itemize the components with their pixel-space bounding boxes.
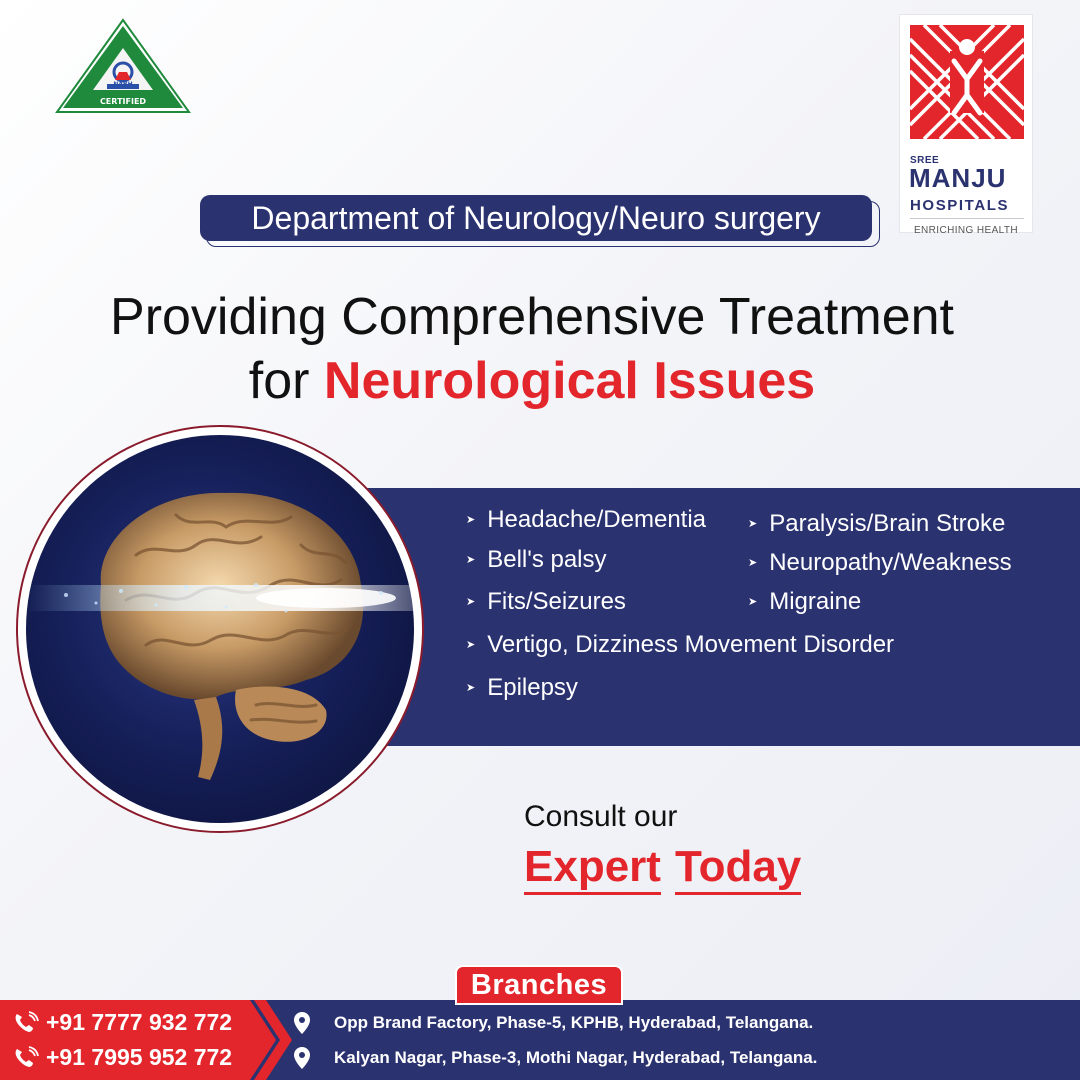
brand-divider: [910, 218, 1024, 219]
nabh-certified-label: CERTIFIED: [99, 97, 147, 106]
headline-line1: Providing Comprehensive Treatment: [110, 288, 954, 346]
cta-line1: Consult our: [524, 800, 678, 833]
headline-line2: [0, 349, 1064, 413]
nabh-name: NABH: [113, 81, 133, 88]
condition-label: Paralysis/Brain Stroke: [769, 510, 1006, 537]
branch-address-text: Opp Brand Factory, Phase-5, KPHB, Hyderabad, Telangana.: [334, 1013, 814, 1032]
branch-address-2: [294, 1047, 817, 1069]
arrow-icon: ➤: [748, 595, 758, 608]
phone-number-text: +91 7777 932 772: [46, 1009, 233, 1035]
condition-label: Vertigo, Dizziness Movement Disorder: [487, 631, 895, 658]
cta-word-expert: Expert: [524, 842, 661, 895]
brain-icon: [26, 435, 414, 823]
phone-icon: [12, 1011, 40, 1035]
location-pin-icon: [294, 1012, 310, 1034]
condition-label: Migraine: [769, 588, 862, 615]
arrow-icon: ➤: [466, 681, 476, 694]
headline: [0, 285, 1064, 413]
condition-item: [466, 631, 894, 659]
condition-item: [748, 510, 1005, 538]
branch-address-1: [294, 1012, 813, 1034]
condition-item: [748, 588, 861, 616]
cta-highlight: [524, 842, 801, 895]
phone-number-1[interactable]: [12, 1009, 232, 1036]
condition-item: [466, 588, 626, 616]
arrow-icon: ➤: [466, 553, 476, 566]
arrow-icon: ➤: [748, 517, 758, 530]
arrow-icon: ➤: [466, 595, 476, 608]
brand-name: MANJU: [909, 163, 1007, 193]
location-pin-icon: [294, 1047, 310, 1069]
branches-label: Branches: [455, 965, 623, 1005]
nabh-accreditation-logo: [55, 18, 191, 114]
arrow-icon: ➤: [466, 638, 476, 651]
condition-label: Neuropathy/Weakness: [769, 549, 1012, 576]
headline-highlight: Neurological Issues: [323, 352, 816, 410]
condition-label: Bell's palsy: [487, 546, 607, 573]
condition-label: Headache/Dementia: [487, 506, 707, 533]
condition-label: Epilepsy: [487, 674, 578, 701]
phone-icon: [12, 1046, 40, 1070]
condition-item: [466, 546, 607, 574]
manju-hospitals-logo: [899, 14, 1033, 236]
condition-label: Fits/Seizures: [487, 588, 626, 615]
brand-tagline: ENRICHING HEALTH: [913, 225, 1018, 236]
arrow-icon: ➤: [748, 556, 758, 569]
brain-image: [26, 435, 414, 823]
department-title: Department of Neurology/Neuro surgery: [200, 195, 872, 241]
arrow-icon: ➤: [466, 513, 476, 526]
condition-item: [466, 674, 578, 702]
condition-item: [466, 506, 706, 534]
headline-prefix: for: [248, 352, 310, 410]
brand-sub: HOSPITALS: [910, 197, 1010, 214]
phone-number-text: +91 7995 952 772: [46, 1044, 233, 1070]
brand-prefix: SREE: [910, 155, 940, 166]
phone-number-2[interactable]: [12, 1044, 232, 1071]
condition-item: [748, 549, 1012, 577]
department-banner: [200, 195, 880, 247]
cta-word-today: Today: [675, 842, 801, 895]
manju-mark-icon: [910, 25, 1024, 139]
branch-address-text: Kalyan Nagar, Phase-3, Mothi Nagar, Hyderabad, Telangana.: [334, 1048, 818, 1067]
